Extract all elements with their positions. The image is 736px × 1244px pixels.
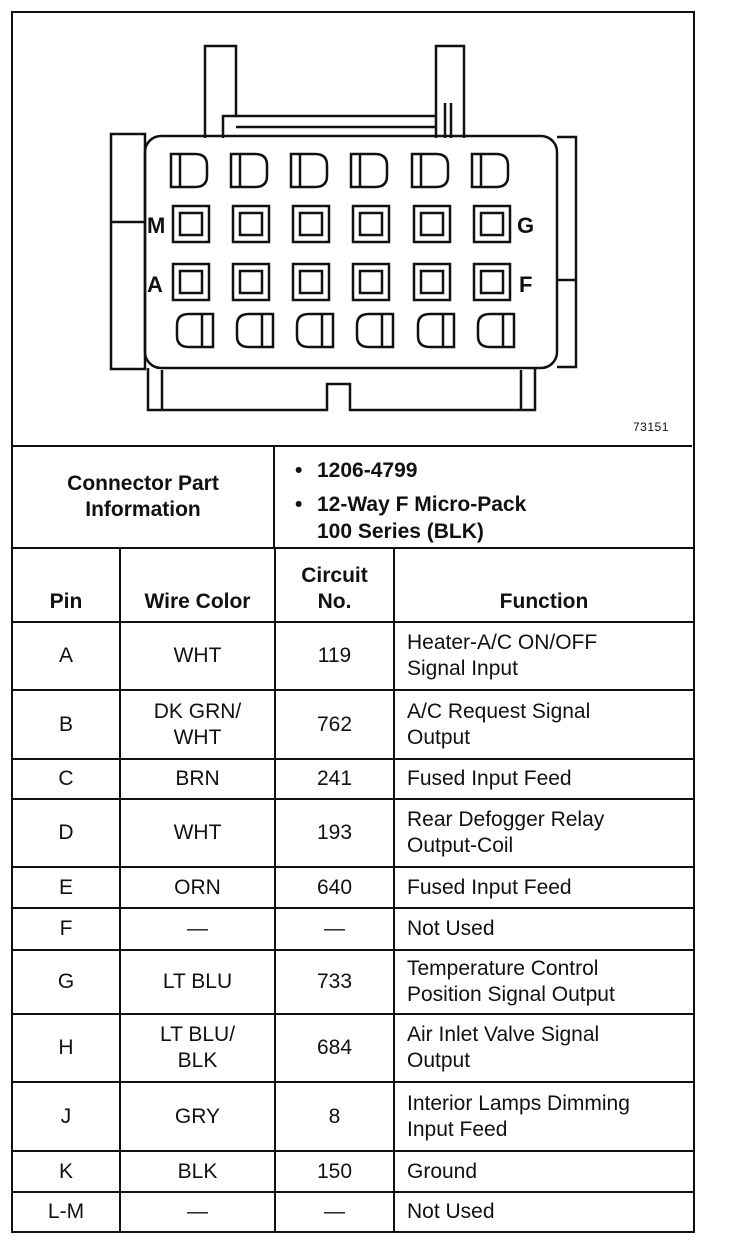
pin-cell: K [13, 1151, 120, 1192]
wire-color-cell: — [120, 1192, 275, 1232]
table-row [13, 690, 694, 759]
connector-part-info [13, 445, 692, 549]
terminal-cavity [173, 206, 209, 242]
wire-color-cell: GRY [120, 1082, 275, 1151]
function-cell: Air Inlet Valve Signal Output [394, 1014, 694, 1082]
header-wire-color: Wire Color [120, 548, 275, 622]
pin-cell: L-M [13, 1192, 120, 1232]
info-list [275, 447, 692, 547]
connector-diagram [13, 13, 692, 443]
table-row [13, 908, 694, 950]
circuit-cell: 193 [275, 799, 394, 867]
function-cell: Fused Input Feed [394, 867, 694, 908]
wire-color-cell: BRN [120, 759, 275, 799]
terminal-cavity [414, 264, 450, 300]
function-cell: Temperature Control Position Signal Output [394, 950, 694, 1014]
circuit-cell: — [275, 908, 394, 950]
table-row [13, 867, 694, 908]
circuit-cell: 241 [275, 759, 394, 799]
terminal-cavity [414, 206, 450, 242]
pin-cell: G [13, 950, 120, 1014]
connector-description: • 12-Way F Micro-Pack 100 Series (BLK) [317, 491, 692, 545]
table-row [13, 759, 694, 799]
cavity-label-g: G [517, 213, 535, 238]
table-row [13, 1151, 694, 1192]
left-latch [205, 46, 236, 138]
terminal-cavity [353, 206, 389, 242]
wire-color-cell: LT BLU [120, 950, 275, 1014]
pin-cell: A [13, 622, 120, 690]
connector-sheet [11, 11, 695, 1233]
circuit-cell: 150 [275, 1151, 394, 1192]
top-cavity [351, 154, 387, 187]
terminal-cavity [293, 264, 329, 300]
bottom-cavity [237, 314, 273, 347]
function-cell: Rear Defogger Relay Output-Coil [394, 799, 694, 867]
function-cell: Fused Input Feed [394, 759, 694, 799]
terminal-cavity [474, 264, 510, 300]
wire-color-cell: BLK [120, 1151, 275, 1192]
bottom-cavity [297, 314, 333, 347]
bottom-cavity [177, 314, 213, 347]
top-cavity [472, 154, 508, 187]
top-cavity [412, 154, 448, 187]
wire-color-cell: ORN [120, 867, 275, 908]
header-circuit: Circuit No. [275, 548, 394, 622]
function-cell: A/C Request Signal Output [394, 690, 694, 759]
top-cavity [231, 154, 267, 187]
wire-color-cell: WHT [120, 799, 275, 867]
function-cell: Ground [394, 1151, 694, 1192]
table-row [13, 622, 694, 690]
wire-color-cell: LT BLU/ BLK [120, 1014, 275, 1082]
pin-cell: F [13, 908, 120, 950]
circuit-cell: 733 [275, 950, 394, 1014]
circuit-cell: 762 [275, 690, 394, 759]
connector-shell [111, 134, 145, 369]
terminal-cavity [474, 206, 510, 242]
table-header-row [13, 548, 694, 622]
pinout-table [13, 547, 695, 1233]
top-cavity [171, 154, 207, 187]
terminal-cavity [173, 264, 209, 300]
figure-number: 73151 [633, 420, 669, 434]
bottom-cavity [357, 314, 393, 347]
circuit-cell: 119 [275, 622, 394, 690]
cavity-label-f: F [519, 272, 533, 297]
circuit-cell: 8 [275, 1082, 394, 1151]
cavity-label-a: A [147, 272, 163, 297]
table-row [13, 1014, 694, 1082]
function-cell: Heater-A/C ON/OFF Signal Input [394, 622, 694, 690]
part-number: • 1206-4799 [317, 457, 692, 484]
header-function: Function [394, 548, 694, 622]
wire-color-cell: DK GRN/ WHT [120, 690, 275, 759]
pin-cell: D [13, 799, 120, 867]
table-row [13, 950, 694, 1014]
table-row [13, 1192, 694, 1232]
terminal-cavity [233, 264, 269, 300]
pin-cell: B [13, 690, 120, 759]
function-cell: Not Used [394, 908, 694, 950]
pin-cell: E [13, 867, 120, 908]
terminal-cavity [293, 206, 329, 242]
bottom-cavity [478, 314, 514, 347]
terminal-cavity [353, 264, 389, 300]
cavity-grid [171, 154, 514, 347]
terminal-cavity [233, 206, 269, 242]
pin-cell: C [13, 759, 120, 799]
top-cavity [291, 154, 327, 187]
header-pin: Pin [13, 548, 120, 622]
wire-color-cell: WHT [120, 622, 275, 690]
function-cell: Interior Lamps Dimming Input Feed [394, 1082, 694, 1151]
pin-cell: H [13, 1014, 120, 1082]
table-row [13, 799, 694, 867]
function-cell: Not Used [394, 1192, 694, 1232]
info-label: Connector Part Information [13, 447, 275, 547]
bottom-cavity [418, 314, 454, 347]
pin-cell: J [13, 1082, 120, 1151]
circuit-cell: — [275, 1192, 394, 1232]
cavity-label-m: M [147, 213, 166, 238]
wire-color-cell: — [120, 908, 275, 950]
table-row [13, 1082, 694, 1151]
circuit-cell: 640 [275, 867, 394, 908]
circuit-cell: 684 [275, 1014, 394, 1082]
